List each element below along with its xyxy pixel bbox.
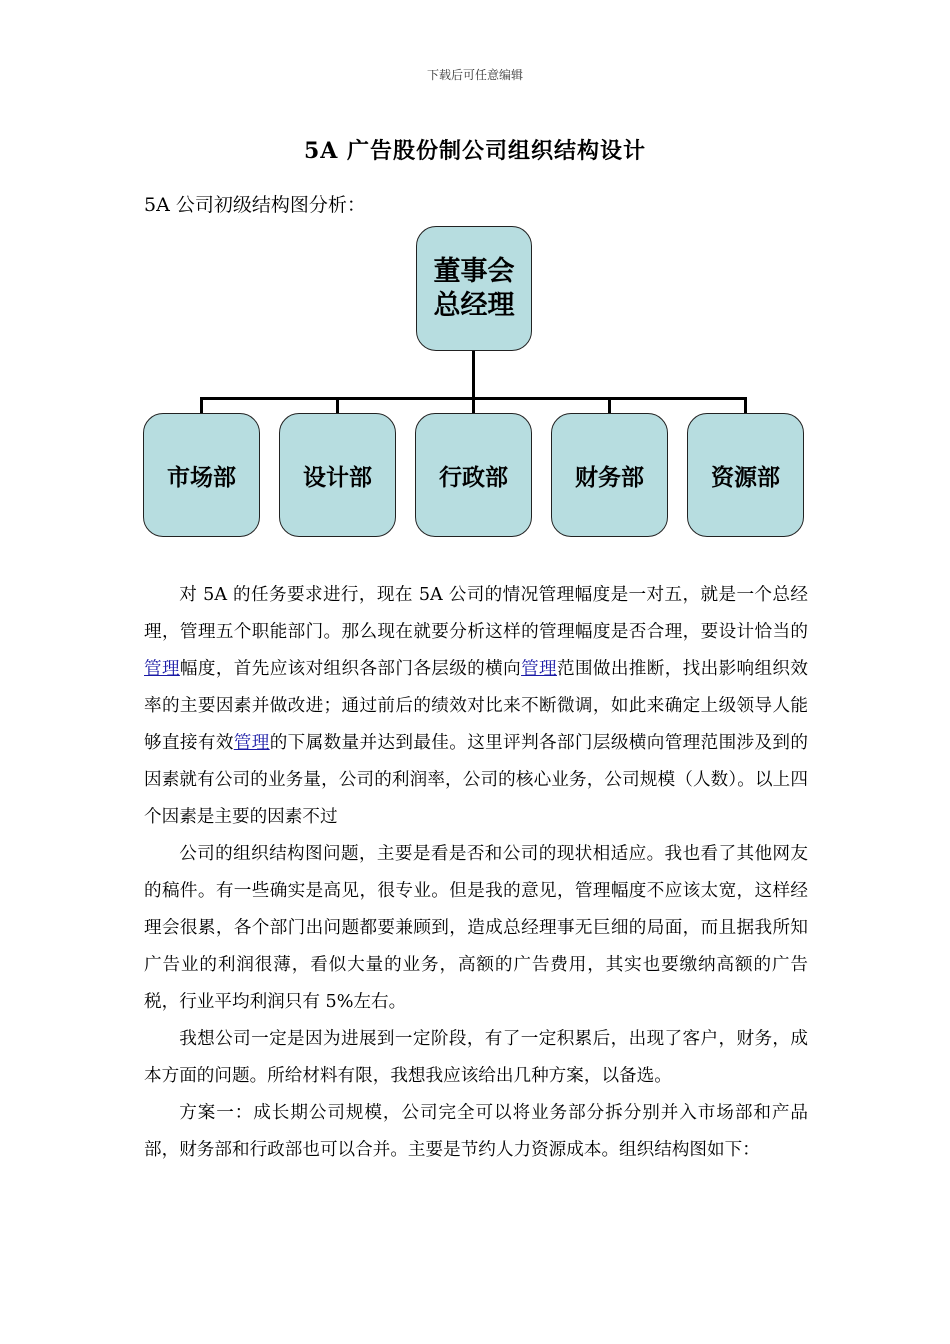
header-note: 下载后可任意编辑 bbox=[426, 68, 523, 82]
org-node-finance: 财务部 bbox=[551, 413, 668, 537]
section-subheading: 5A 公司初级结构图分析： bbox=[144, 194, 366, 216]
paragraph-2: 公司的组织结构图问题，主要是看是否和公司的现状相适应。我也看了其他网友的稿件。有一些确实是高见，很专业。但是我的意见，管理幅度不应该太宽，这样经理会很累，各个部门出问题都要兼顾到，造成总经理事无巨细的局面，而且据我所知广告业的利润很薄，看似大量的业务，高额的广告费用，其实也要缴纳高额的广告税，行业平均利润只有 5%左右。 bbox=[144, 844, 808, 1012]
paragraph-1-text-a: 对 5A 的任务要求进行，现在 5A 公司的情况管理幅度是一对五，就是一个总经理，管理五个职能部门。那么现在就要分析这样的管理幅度是否合理，要设计恰当的 bbox=[144, 585, 808, 642]
connector-trunk bbox=[472, 351, 475, 399]
org-node-admin: 行政部 bbox=[415, 413, 532, 537]
connector-drop-4 bbox=[608, 397, 611, 414]
paragraph-1-text-c: 范围做出推断，找出影响组织效率的主要因素并做改进；通过前后的绩效对比来不断微调，如此来确定上级领导人能够直接有效 bbox=[144, 659, 808, 753]
org-chart bbox=[138, 222, 813, 544]
connector-drop-3 bbox=[472, 397, 475, 414]
paragraph-1 bbox=[144, 577, 808, 836]
org-node-design: 设计部 bbox=[279, 413, 396, 537]
org-node-resources: 资源部 bbox=[687, 413, 804, 537]
management-link-3[interactable]: 管理 bbox=[233, 733, 270, 753]
org-node-board-label: 董事会 bbox=[433, 255, 515, 287]
body-text bbox=[144, 577, 808, 1169]
org-node-marketing: 市场部 bbox=[143, 413, 260, 537]
paragraph-1-text-d: 的下属数量并达到最佳。这里评判各部门层级横向管理范围涉及到的因素就有公司的业务量，公司的利润率，公司的核心业务，公司规模（人数）。以上四个因素是主要的因素不过 bbox=[144, 733, 808, 827]
org-node-gm-label: 总经理 bbox=[433, 289, 515, 321]
management-link-2[interactable]: 管理 bbox=[521, 659, 557, 679]
connector-drop-5 bbox=[744, 397, 747, 414]
paragraph-1-text-b: 幅度，首先应该对组织各部门各层级的横向 bbox=[179, 659, 522, 679]
connector-drop-1 bbox=[200, 397, 203, 414]
paragraph-3: 我想公司一定是因为进展到一定阶段，有了一定积累后，出现了客户，财务，成本方面的问题。所给材料有限，我想我应该给出几种方案，以备选。 bbox=[144, 1029, 808, 1086]
paragraph-4: 方案一：成长期公司规模，公司完全可以将业务部分拆分别并入市场部和产品部，财务部和行政部也可以合并。主要是节约人力资源成本。组织结构图如下： bbox=[144, 1103, 808, 1160]
org-node-board-gm bbox=[416, 226, 532, 351]
document-title: 5A 广告股份制公司组织结构设计 bbox=[303, 138, 647, 164]
connector-drop-2 bbox=[336, 397, 339, 414]
management-link-1[interactable]: 管理 bbox=[144, 659, 180, 679]
